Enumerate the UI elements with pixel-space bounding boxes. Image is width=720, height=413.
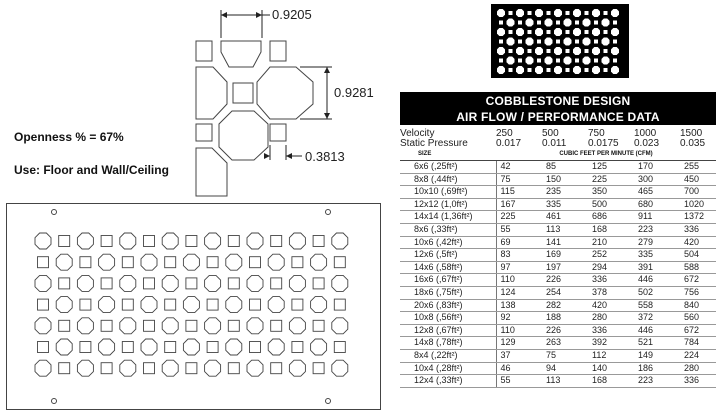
size-cell: 8x8 (,44ft²) bbox=[400, 173, 496, 186]
cfm-cell: 502 bbox=[634, 286, 680, 299]
cfm-cell: 280 bbox=[588, 312, 634, 325]
thumb-octagon-opening bbox=[573, 47, 581, 55]
cfm-cell: 350 bbox=[588, 186, 634, 199]
cfm-cell: 129 bbox=[496, 337, 542, 350]
thumb-square-opening bbox=[509, 11, 513, 15]
thumb-octagon-opening bbox=[564, 57, 572, 65]
thumb-octagon-opening bbox=[554, 28, 562, 36]
grille-panel bbox=[6, 203, 381, 410]
thumb-square-opening bbox=[499, 21, 503, 25]
openness-label: Openness % = 67% bbox=[14, 130, 124, 144]
cfm-cell: 75 bbox=[496, 173, 542, 186]
cfm-cell: 124 bbox=[496, 286, 542, 299]
thumb-square-opening bbox=[499, 40, 503, 44]
cfm-cell: 336 bbox=[588, 324, 634, 337]
cfm-cell: 282 bbox=[542, 299, 588, 312]
thumb-octagon-opening bbox=[573, 28, 581, 36]
thumb-octagon-opening bbox=[602, 38, 610, 46]
table-row bbox=[400, 223, 716, 236]
cfm-cell: 263 bbox=[542, 337, 588, 350]
cfm-cell: 521 bbox=[634, 337, 680, 350]
size-cell: 8x6 (,33ft²) bbox=[400, 223, 496, 236]
thumb-square-opening bbox=[556, 21, 560, 25]
size-cell: 10x8 (,56ft²) bbox=[400, 312, 496, 325]
cfm-cell: 420 bbox=[588, 299, 634, 312]
cfm-cell: 186 bbox=[634, 362, 680, 375]
thumb-square-opening bbox=[509, 49, 513, 53]
performance-title: COBBLESTONE DESIGN bbox=[485, 94, 631, 108]
size-cell: 10x10 (,69ft²) bbox=[400, 186, 496, 199]
thumb-square-opening bbox=[594, 40, 598, 44]
thumb-octagon-opening bbox=[507, 57, 515, 65]
velocity-value: 1500 bbox=[680, 128, 703, 139]
thumb-octagon-opening bbox=[526, 19, 534, 27]
cfm-cell: 149 bbox=[634, 349, 680, 362]
cfm-cell: 223 bbox=[634, 375, 680, 388]
thumb-octagon-opening bbox=[516, 9, 524, 17]
thumb-square-opening bbox=[518, 21, 522, 25]
cfm-cell: 141 bbox=[542, 236, 588, 249]
diagram-square bbox=[270, 41, 286, 61]
cfm-cell: 224 bbox=[680, 349, 716, 362]
table-row bbox=[400, 173, 716, 186]
thumb-square-opening bbox=[613, 59, 617, 63]
velocity-label: Velocity bbox=[400, 128, 435, 139]
table-row bbox=[400, 349, 716, 362]
size-cell: 6x6 (,25ft²) bbox=[400, 161, 496, 174]
thumb-octagon-opening bbox=[535, 9, 543, 17]
cfm-cell: 113 bbox=[542, 223, 588, 236]
thumb-square-opening bbox=[594, 21, 598, 25]
cfm-cell: 558 bbox=[634, 299, 680, 312]
thumb-octagon-opening bbox=[516, 28, 524, 36]
thumb-square-opening bbox=[547, 49, 551, 53]
pressure-label: Static Pressure bbox=[400, 138, 468, 149]
dim-label-top: 0.9205 bbox=[272, 7, 312, 22]
cfm-cell: 279 bbox=[634, 236, 680, 249]
size-cell: 18x6 (,75ft²) bbox=[400, 286, 496, 299]
pressure-value: 0.035 bbox=[680, 138, 706, 149]
cfm-cell: 840 bbox=[680, 299, 716, 312]
size-cell: 14x6 (,58ft²) bbox=[400, 261, 496, 274]
thumb-square-opening bbox=[556, 40, 560, 44]
diagram-octagon-half bbox=[196, 67, 227, 119]
thumb-square-opening bbox=[575, 21, 579, 25]
thumb-square-opening bbox=[585, 11, 589, 15]
thumb-octagon-opening bbox=[602, 19, 610, 27]
cfm-cell: 113 bbox=[542, 375, 588, 388]
table-row bbox=[400, 375, 716, 388]
thumb-square-opening bbox=[604, 68, 608, 72]
thumb-octagon-opening bbox=[526, 57, 534, 65]
cfm-cell: 392 bbox=[588, 337, 634, 350]
thumb-octagon-opening bbox=[545, 19, 553, 27]
cfm-cell: 235 bbox=[542, 186, 588, 199]
thumb-square-opening bbox=[585, 49, 589, 53]
thumb-octagon-opening bbox=[497, 28, 505, 36]
cfm-cell: 378 bbox=[588, 286, 634, 299]
table-row bbox=[400, 211, 716, 224]
thumb-square-opening bbox=[604, 11, 608, 15]
cfm-cell: 461 bbox=[542, 211, 588, 224]
table-row bbox=[400, 324, 716, 337]
thumb-square-opening bbox=[499, 59, 503, 63]
cfm-cell: 372 bbox=[634, 312, 680, 325]
size-cell: 12x8 (,67ft²) bbox=[400, 324, 496, 337]
cfm-cell: 420 bbox=[680, 236, 716, 249]
thumb-octagon-opening bbox=[573, 66, 581, 74]
cfm-cell: 210 bbox=[588, 236, 634, 249]
thumb-octagon-opening bbox=[592, 9, 600, 17]
thumb-octagon-opening bbox=[573, 9, 581, 17]
cfm-cell: 169 bbox=[542, 249, 588, 262]
cfm-cell: 335 bbox=[634, 249, 680, 262]
cfm-cell: 168 bbox=[588, 375, 634, 388]
thumb-square-opening bbox=[518, 59, 522, 63]
thumb-octagon-opening bbox=[564, 19, 572, 27]
cfm-cell: 225 bbox=[496, 211, 542, 224]
pressure-row bbox=[400, 139, 716, 149]
cfm-cell: 335 bbox=[542, 198, 588, 211]
thumb-square-opening bbox=[556, 59, 560, 63]
table-row bbox=[400, 274, 716, 287]
diagram-square bbox=[233, 83, 253, 103]
thumb-square-opening bbox=[604, 30, 608, 34]
thumb-square-opening bbox=[547, 68, 551, 72]
cfm-cell: 450 bbox=[680, 173, 716, 186]
size-cell: 14x14 (1,36ft²) bbox=[400, 211, 496, 224]
cfm-cell: 300 bbox=[634, 173, 680, 186]
thumb-square-opening bbox=[566, 11, 570, 15]
cfm-cell: 115 bbox=[496, 186, 542, 199]
size-cell: 20x6 (,83ft²) bbox=[400, 299, 496, 312]
performance-subtitle: AIR FLOW / PERFORMANCE DATA bbox=[456, 110, 660, 124]
table-row bbox=[400, 236, 716, 249]
thumb-square-opening bbox=[509, 68, 513, 72]
grille-thumbnail bbox=[491, 4, 629, 78]
cfm-cell: 680 bbox=[634, 198, 680, 211]
thumb-octagon-opening bbox=[545, 57, 553, 65]
cfm-cell: 110 bbox=[496, 274, 542, 287]
thumb-square-opening bbox=[528, 68, 532, 72]
size-cell: 12x4 (,33ft²) bbox=[400, 375, 496, 388]
thumb-square-opening bbox=[528, 30, 532, 34]
diagram-square bbox=[196, 41, 212, 61]
cfm-cell: 446 bbox=[634, 324, 680, 337]
size-cell: 16x6 (,67ft²) bbox=[400, 274, 496, 287]
table-row bbox=[400, 186, 716, 199]
thumb-square-opening bbox=[537, 40, 541, 44]
cfm-cell: 252 bbox=[588, 249, 634, 262]
cfm-cell: 110 bbox=[496, 324, 542, 337]
dimension-diagram bbox=[190, 0, 390, 200]
table-row bbox=[400, 286, 716, 299]
cfm-cell: 294 bbox=[588, 261, 634, 274]
cfm-cell: 911 bbox=[634, 211, 680, 224]
thumb-octagon-opening bbox=[545, 38, 553, 46]
cfm-cell: 55 bbox=[496, 223, 542, 236]
size-cell: 12x12 (1,0ft²) bbox=[400, 198, 496, 211]
thumb-square-opening bbox=[518, 40, 522, 44]
cfm-cell: 700 bbox=[680, 186, 716, 199]
thumb-octagon-opening bbox=[583, 57, 591, 65]
cfm-cell: 167 bbox=[496, 198, 542, 211]
size-cell: 12x6 (,5ft²) bbox=[400, 249, 496, 262]
thumb-octagon-opening bbox=[507, 19, 515, 27]
cfm-cell: 92 bbox=[496, 312, 542, 325]
thumb-square-opening bbox=[509, 30, 513, 34]
cfm-cell: 756 bbox=[680, 286, 716, 299]
cfm-cell: 85 bbox=[542, 161, 588, 174]
thumb-octagon-opening bbox=[611, 28, 619, 36]
cfm-cell: 94 bbox=[542, 362, 588, 375]
thumb-octagon-opening bbox=[497, 66, 505, 74]
size-cell: 8x4 (,22ft²) bbox=[400, 349, 496, 362]
cfm-cell: 140 bbox=[588, 362, 634, 375]
cfm-cell: 391 bbox=[634, 261, 680, 274]
cfm-cell: 336 bbox=[680, 375, 716, 388]
cfm-cell: 336 bbox=[680, 223, 716, 236]
velocity-value: 1000 bbox=[634, 128, 657, 139]
diagram-square bbox=[196, 124, 212, 141]
cfm-cell: 138 bbox=[496, 299, 542, 312]
cfm-cell: 55 bbox=[496, 375, 542, 388]
thumb-square-opening bbox=[585, 68, 589, 72]
size-column-header: SIZE bbox=[400, 149, 496, 161]
cfm-cell: 125 bbox=[588, 161, 634, 174]
thumb-octagon-opening bbox=[592, 47, 600, 55]
thumb-square-opening bbox=[537, 59, 541, 63]
diagram-octagon bbox=[219, 111, 268, 160]
cfm-cell: 500 bbox=[588, 198, 634, 211]
cfm-cell: 223 bbox=[634, 223, 680, 236]
thumb-octagon-opening bbox=[554, 66, 562, 74]
pressure-value: 0.011 bbox=[542, 138, 567, 149]
cfm-cell: 69 bbox=[496, 236, 542, 249]
table-row bbox=[400, 362, 716, 375]
size-cell: 14x8 (,78ft²) bbox=[400, 337, 496, 350]
table-row bbox=[400, 249, 716, 262]
thumb-octagon-opening bbox=[535, 66, 543, 74]
dim-label-right: 0.9281 bbox=[334, 85, 374, 100]
cfm-cell: 37 bbox=[496, 349, 542, 362]
thumb-square-opening bbox=[566, 68, 570, 72]
cfm-cell: 1020 bbox=[680, 198, 716, 211]
thumb-square-opening bbox=[528, 49, 532, 53]
thumb-octagon-opening bbox=[535, 28, 543, 36]
diagram-octagon-half bbox=[196, 148, 227, 196]
thumb-octagon-opening bbox=[497, 47, 505, 55]
thumb-octagon-opening bbox=[497, 9, 505, 17]
cfm-cell: 784 bbox=[680, 337, 716, 350]
thumb-octagon-opening bbox=[611, 66, 619, 74]
thumb-square-opening bbox=[528, 11, 532, 15]
thumb-octagon-opening bbox=[592, 28, 600, 36]
thumb-square-opening bbox=[575, 59, 579, 63]
thumb-square-opening bbox=[537, 21, 541, 25]
thumb-square-opening bbox=[566, 30, 570, 34]
thumb-octagon-opening bbox=[592, 66, 600, 74]
thumb-octagon-opening bbox=[611, 9, 619, 17]
thumb-square-opening bbox=[613, 21, 617, 25]
table-row bbox=[400, 161, 716, 174]
pressure-value: 0.023 bbox=[634, 138, 660, 149]
diagram-octagon-half bbox=[221, 41, 261, 67]
thumb-octagon-opening bbox=[564, 38, 572, 46]
cfm-cell: 75 bbox=[542, 349, 588, 362]
thumb-square-opening bbox=[547, 30, 551, 34]
table-row bbox=[400, 261, 716, 274]
size-cell: 10x6 (,42ft²) bbox=[400, 236, 496, 249]
cfm-cell: 686 bbox=[588, 211, 634, 224]
table-row bbox=[400, 198, 716, 211]
cfm-column-header: CUBIC FEET PER MINUTE (CFM) bbox=[496, 149, 716, 161]
cfm-cell: 225 bbox=[588, 173, 634, 186]
cfm-cell: 588 bbox=[680, 261, 716, 274]
cfm-cell: 97 bbox=[496, 261, 542, 274]
pressure-value: 0.017 bbox=[496, 138, 522, 149]
cfm-cell: 168 bbox=[588, 223, 634, 236]
thumb-square-opening bbox=[547, 11, 551, 15]
thumb-square-opening bbox=[566, 49, 570, 53]
cfm-cell: 112 bbox=[588, 349, 634, 362]
use-label: Use: Floor and Wall/Ceiling bbox=[14, 163, 169, 177]
thumb-square-opening bbox=[594, 59, 598, 63]
thumb-octagon-opening bbox=[507, 38, 515, 46]
cfm-cell: 42 bbox=[496, 161, 542, 174]
pressure-value: 0.0175 bbox=[588, 138, 619, 149]
performance-header bbox=[400, 92, 716, 125]
thumb-octagon-opening bbox=[526, 38, 534, 46]
cfm-cell: 188 bbox=[542, 312, 588, 325]
cfm-cell: 226 bbox=[542, 274, 588, 287]
cfm-cell: 336 bbox=[588, 274, 634, 287]
column-header-row bbox=[400, 149, 716, 161]
performance-table bbox=[400, 129, 716, 388]
cfm-cell: 226 bbox=[542, 324, 588, 337]
velocity-value: 250 bbox=[496, 128, 513, 139]
cfm-cell: 170 bbox=[634, 161, 680, 174]
thumb-octagon-opening bbox=[583, 38, 591, 46]
table-row bbox=[400, 299, 716, 312]
cfm-cell: 280 bbox=[680, 362, 716, 375]
thumb-square-opening bbox=[575, 40, 579, 44]
cfm-cell: 1372 bbox=[680, 211, 716, 224]
thumb-octagon-opening bbox=[516, 47, 524, 55]
cfm-cell: 197 bbox=[542, 261, 588, 274]
thumb-square-opening bbox=[604, 49, 608, 53]
thumb-octagon-opening bbox=[583, 19, 591, 27]
velocity-value: 750 bbox=[588, 128, 605, 139]
cfm-cell: 83 bbox=[496, 249, 542, 262]
cfm-cell: 255 bbox=[680, 161, 716, 174]
diagram-square bbox=[270, 124, 286, 141]
thumb-octagon-opening bbox=[516, 66, 524, 74]
cfm-cell: 46 bbox=[496, 362, 542, 375]
thumb-octagon-opening bbox=[611, 47, 619, 55]
thumb-octagon-opening bbox=[554, 47, 562, 55]
dim-label-bottom: 0.3813 bbox=[305, 149, 345, 164]
table-row bbox=[400, 337, 716, 350]
cfm-cell: 465 bbox=[634, 186, 680, 199]
cfm-cell: 446 bbox=[634, 274, 680, 287]
thumb-octagon-opening bbox=[602, 57, 610, 65]
cfm-cell: 150 bbox=[542, 173, 588, 186]
thumb-octagon-opening bbox=[535, 47, 543, 55]
size-cell: 10x4 (,28ft²) bbox=[400, 362, 496, 375]
thumb-square-opening bbox=[613, 40, 617, 44]
diagram-octagon bbox=[257, 67, 313, 119]
cfm-cell: 254 bbox=[542, 286, 588, 299]
velocity-value: 500 bbox=[542, 128, 559, 139]
thumb-square-opening bbox=[585, 30, 589, 34]
cfm-cell: 672 bbox=[680, 324, 716, 337]
thumb-octagon-opening bbox=[554, 9, 562, 17]
table-row bbox=[400, 312, 716, 325]
cfm-cell: 672 bbox=[680, 274, 716, 287]
cfm-cell: 504 bbox=[680, 249, 716, 262]
cfm-cell: 560 bbox=[680, 312, 716, 325]
